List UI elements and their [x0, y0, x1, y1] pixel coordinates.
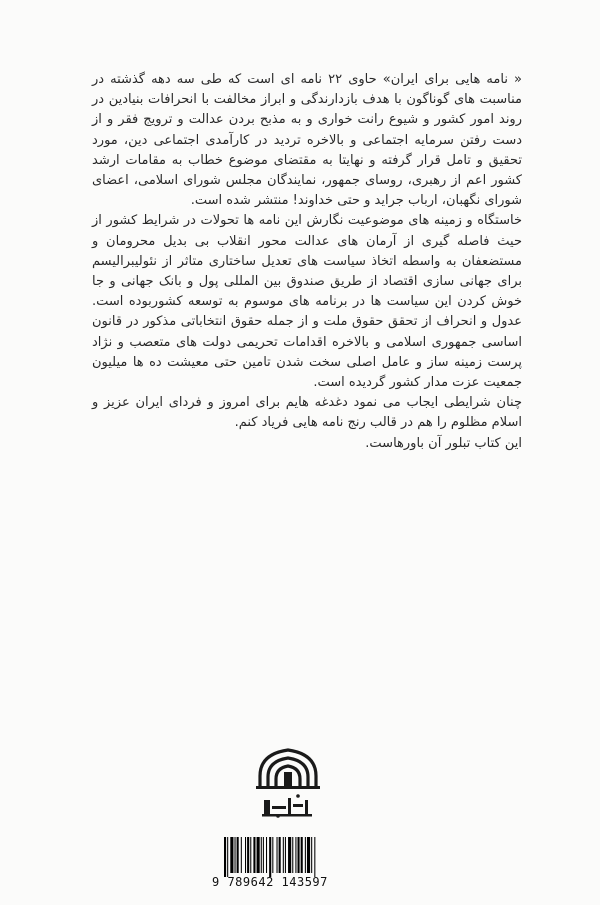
barcode-bar: [250, 837, 251, 873]
publisher-logo: [238, 740, 338, 835]
barcode-bar: [279, 837, 281, 873]
paragraph-intro: « نامه هایی برای ایران» حاوی ۲۲ نامه ای است که طی سه دهه گذشته در مناسبت های گوناگون با هدف بازدارندگی و ابراز مخالفت با انحرافات بنیادین در روند امور کشور و شیوع رانت خواری و به مذبح بردن عدالت و ترویج فقر و از دست رفتن سرمایه اجتماعی و بالاخره تردید در کارآمدی اجتماعی دین، مورد تحقیق و تامل قرار گرفته و نهایتا به مقتضای موضوع خطاب به مقامات ارشد کشور اعم از رهبری، روسای جمهور، نمایندگان مجلس شورای اسلامی، اعضای شورای نگهبان، ارباب جراید و حتی خداوند! منتشر شده است.: [92, 72, 522, 209]
barcode-bar: [288, 837, 291, 873]
barcode-bar: [307, 837, 310, 873]
barcode-bar: [292, 837, 293, 873]
barcode-bar: [277, 837, 278, 873]
barcode-bar: [301, 837, 303, 873]
barcode-bar: [269, 837, 271, 877]
barcode-bar: [314, 837, 315, 877]
paragraph-context: خاستگاه و زمینه های موضوعیت نگارش این نامه ها تحولات در شرایط کشور از حیث فاصله گیری از آرمان های عدالت محور انقلاب بی بدیل محرومان و مستضعفان به واسطه اتخاذ سیاست های تعدیل ساختاری متاثر از نئولیبرالیسم برای جهانی سازی اقتصاد از طریق صندوق بین المللی پول و بانک جهانی و جا خوش کردن این سیاست ها در برنامه های موسوم به توسعه کشوربوده است. عدول و انحراف از تحقق حقوق ملت و از جمله حقوق انتخاباتی مذکور در قانون اساسی جمهوری اسلامی و بالاخره اقدامات تحریمی دولت های متعصب و نژاد پرست زمینه ساز و عامل اصلی سخت شدن تامین حتی معیشت ده ها میلیون جمعیت عزت مدار کشور گردیده است.: [92, 213, 522, 391]
paragraph-closing: این کتاب تبلور آن باورهاست.: [365, 435, 522, 451]
barcode-bar: [266, 837, 267, 873]
barcode-bar: [224, 837, 226, 877]
barcode-bar: [230, 837, 233, 873]
barcode-bar: [295, 837, 296, 873]
barcode-bar: [227, 837, 228, 877]
barcode-bar: [272, 837, 273, 873]
barcode-bar: [283, 837, 284, 873]
barcode-bar: [235, 837, 236, 873]
barcode-bar: [253, 837, 255, 873]
barcode-bar: [305, 837, 306, 873]
barcode-bar: [285, 837, 286, 873]
barcode-bar: [311, 837, 312, 873]
barcode-bar: [298, 837, 300, 873]
barcode-bar: [245, 837, 246, 873]
barcode-bar: [247, 837, 249, 873]
barcode-bar: [241, 837, 242, 873]
barcode-bar: [261, 837, 262, 873]
barcode-bar: [257, 837, 260, 873]
isbn-barcode: [222, 837, 354, 877]
isbn-number: 9 789642 143597: [212, 875, 328, 889]
paragraph-motivation: چنان شرایطی ایجاب می نمود دغدغه هایم برای امروز و فردای ایران عزیز و اسلام مظلوم را هم در قالب رنج نامه هایی فریاد کنم.: [92, 395, 522, 431]
blurb-text: [92, 70, 522, 454]
barcode-bar: [237, 837, 239, 873]
barcode-bar: [263, 837, 264, 873]
